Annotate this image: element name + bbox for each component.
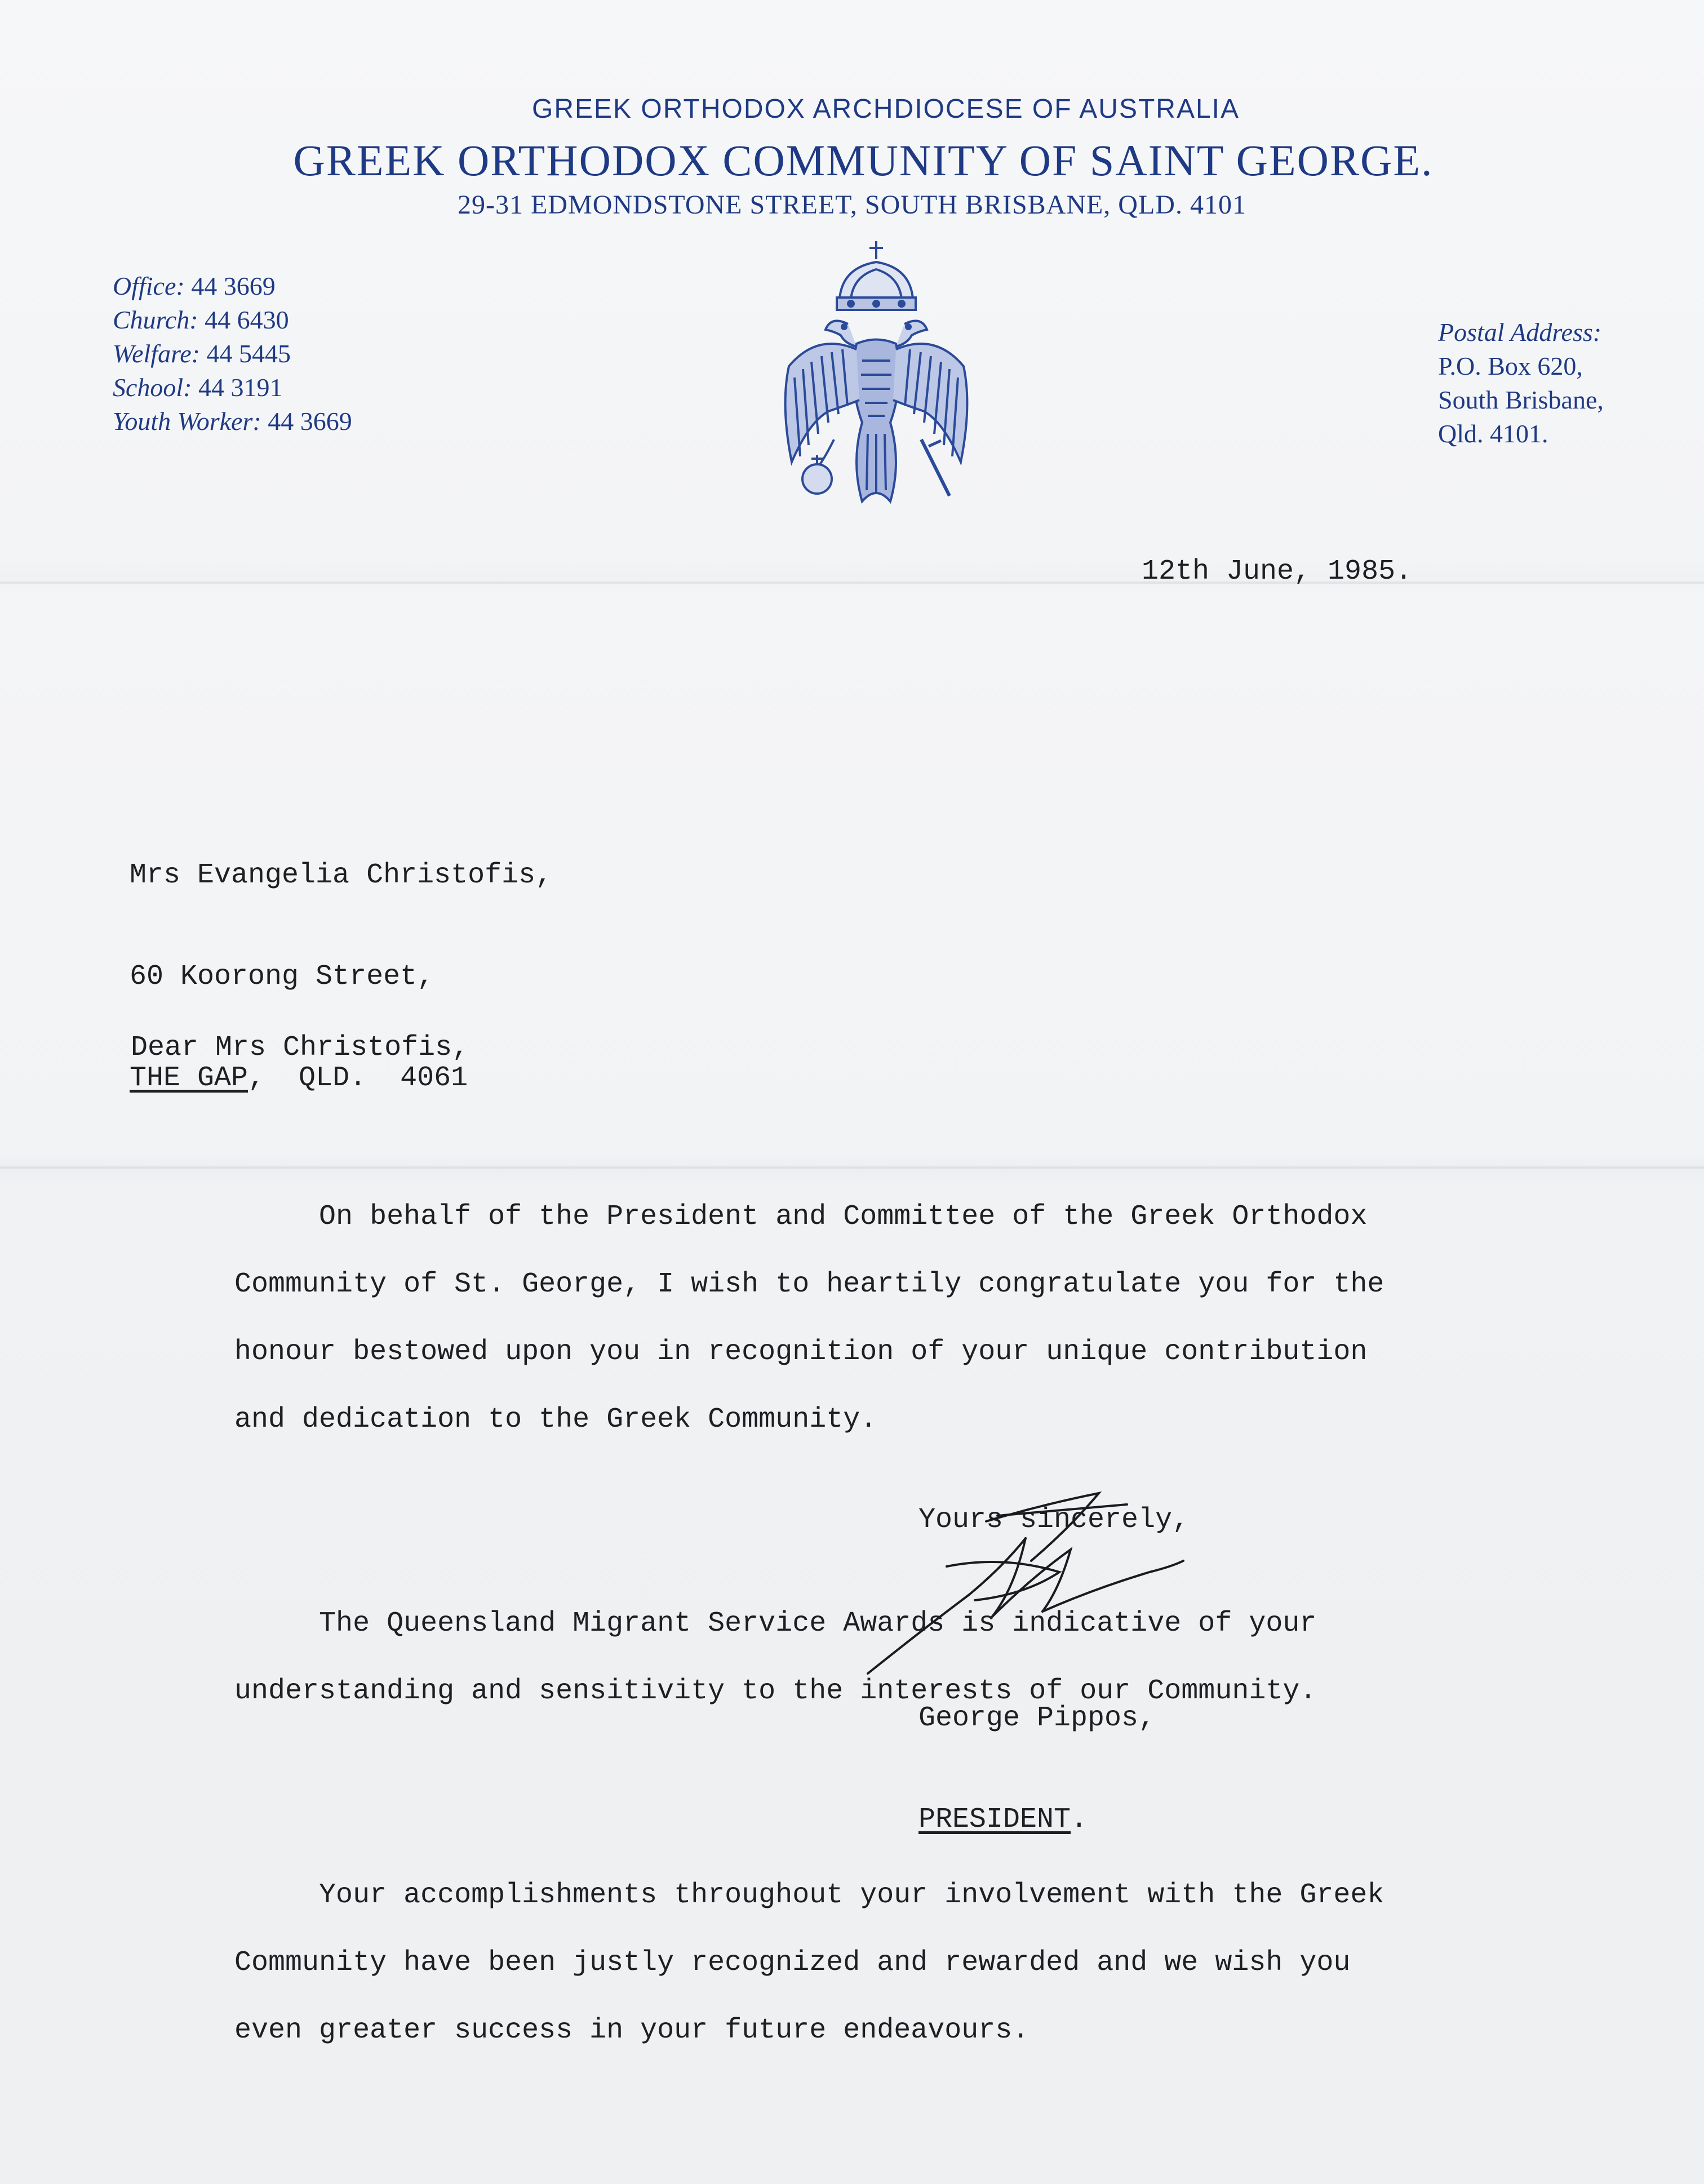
phone-number: 44 3191	[198, 373, 283, 402]
phone-row-office	[113, 269, 352, 303]
body-line: honour bestowed upon you in recognition of your unique contribution	[234, 1336, 1368, 1368]
body-line: understanding and sensitivity to the interests of our Community.	[234, 1675, 1317, 1707]
phone-label: School:	[113, 373, 192, 402]
body-line: Community have been justly recognized and rewarded and we wish you	[234, 1947, 1351, 1979]
postal-address-line: South Brisbane,	[1438, 385, 1604, 414]
body-line: Your accomplishments throughout your involvement with the Greek	[234, 1879, 1384, 1911]
postal-address-label: Postal Address:	[1438, 318, 1602, 347]
salutation: Dear Mrs Christofis,	[131, 1032, 469, 1064]
signer-title-period: .	[1071, 1804, 1088, 1836]
recipient-suburb: THE GAP	[130, 1062, 248, 1094]
postal-address-line: Qld. 4101.	[1438, 419, 1548, 448]
signer-title-line	[918, 1803, 1155, 1837]
closing: Yours sincerely,	[918, 1504, 1190, 1536]
body-line: and dedication to the Greek Community.	[234, 1404, 877, 1436]
phone-label: Welfare:	[113, 339, 201, 368]
phone-row-church	[113, 303, 352, 337]
body-line: The Queensland Migrant Service Awards is indicative of your	[234, 1608, 1317, 1640]
phone-number: 44 6430	[205, 305, 289, 334]
body-line: even greater success in your future endeavours.	[234, 2014, 1030, 2047]
paper-fold-line	[0, 581, 1704, 584]
phone-number: 44 3669	[191, 272, 276, 300]
recipient-suburb-line	[130, 1062, 552, 1095]
phone-number: 44 3669	[268, 407, 352, 436]
recipient-name: Mrs Evangelia Christofis,	[130, 859, 553, 891]
double-headed-eagle-icon	[778, 237, 975, 507]
letter-date: 12th June, 1985.	[1142, 556, 1413, 588]
phone-directory	[113, 269, 352, 438]
phone-number: 44 5445	[206, 339, 291, 368]
recipient-street: 60 Koorong Street,	[130, 961, 434, 993]
body-line: On behalf of the President and Committee of the Greek Orthodox	[234, 1201, 1368, 1233]
archdiocese-heading: GREEK ORTHODOX ARCHDIOCESE OF AUSTRALIA	[531, 94, 1240, 124]
community-name-heading: GREEK ORTHODOX COMMUNITY OF SAINT GEORGE.	[293, 136, 1434, 185]
body-paragraph	[133, 1845, 1384, 2081]
recipient-state-postcode: , QLD. 4061	[248, 1062, 468, 1094]
phone-row-school	[113, 371, 352, 405]
body-paragraph	[133, 1166, 1384, 1471]
street-address: 29-31 EDMONDSTONE STREET, SOUTH BRISBANE, QLD. 4101	[458, 190, 1246, 220]
signer-name: George Pippos,	[918, 1702, 1156, 1734]
phone-label: Youth Worker:	[113, 407, 261, 436]
phone-row-youth-worker	[113, 405, 352, 438]
signer-title: PRESIDENT	[918, 1804, 1071, 1836]
phone-label: Office:	[113, 272, 185, 300]
phone-label: Church:	[113, 305, 198, 334]
postal-address-block	[1438, 316, 1604, 451]
phone-row-welfare	[113, 337, 352, 371]
signer-block	[918, 1634, 1155, 1905]
body-line: Community of St. George, I wish to heartily congratulate you for the	[234, 1268, 1384, 1300]
postal-address-line: P.O. Box 620,	[1438, 352, 1583, 380]
